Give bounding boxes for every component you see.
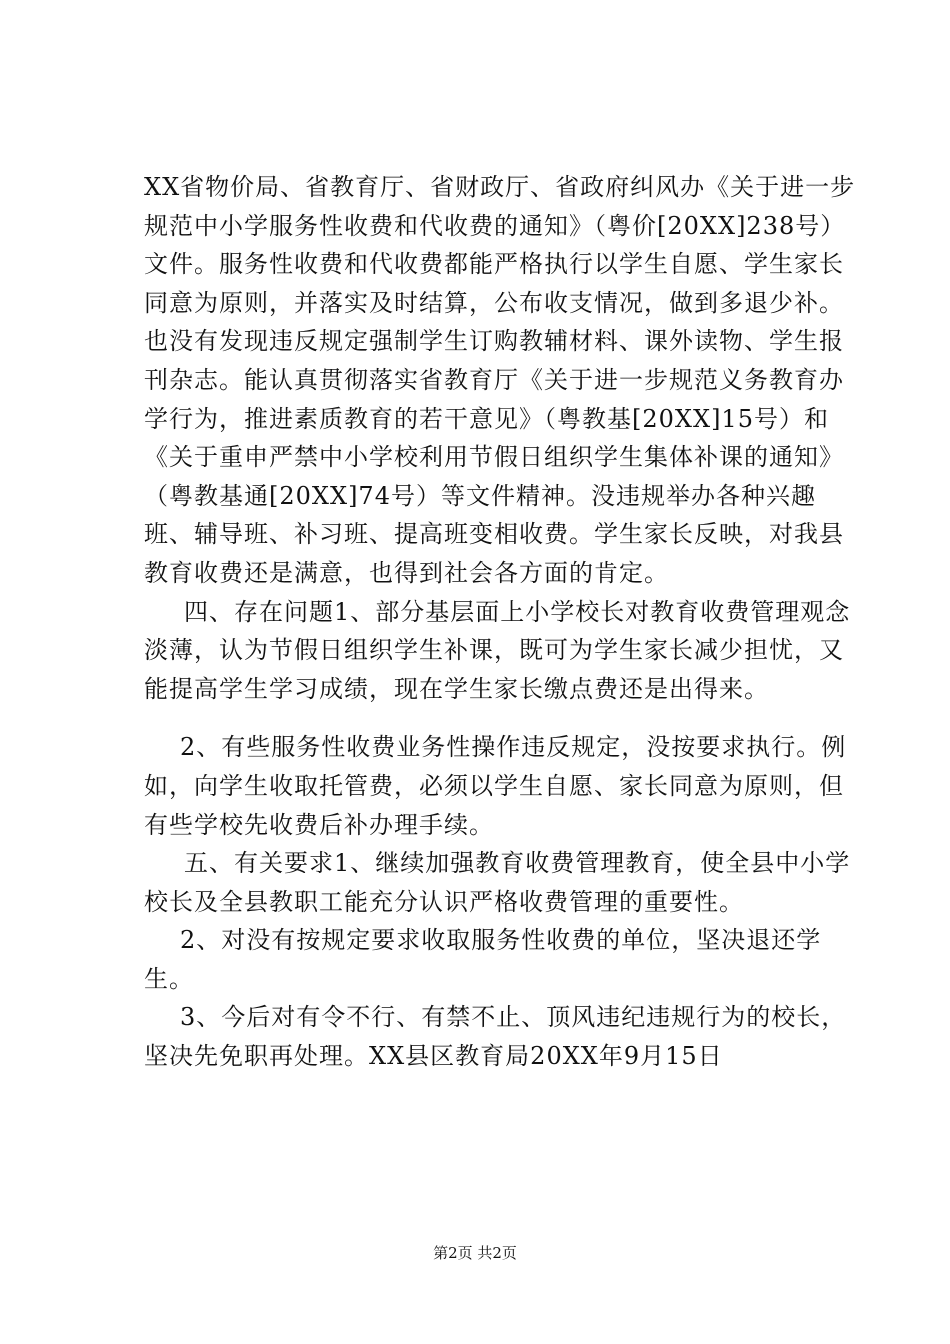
paragraph-fee-compliance: XX省物价局、省教育厅、省财政厅、省政府纠风办《关于进一步规范中小学服务性收费和代收费的通知》（粤价[20XX]238号）文件。服务性收费和代收费都能严格执行以学生自愿、学生家长同意为原则，并落实及时结算，公布收支情况，做到多退少补。也没有发现违反规定强制学生订购教辅材料、课外读物、学生报刊杂志。能认真贯彻落实省教育厅《关于进一步规范义务教育办学行为，推进素质教育的若干意见》（粤教基[20XX]15号）和《关于重申严禁中小学校利用节假日组织学生集体补课的通知》（粤教基通[20XX]74号）等文件精神。没违规举办各种兴趣班、辅导班、补习班、提高班变相收费。学生家长反映，对我县教育收费还是满意，也得到社会各方面的肯定。	[144, 173, 856, 587]
paragraph-requirement-3: 3、今后对有令不行、有禁不止、顶风违纪违规行为的校长，坚决先免职再处理。XX县区教育局20XX年9月15日	[144, 1003, 847, 1071]
paragraph-problem-2: 2、有些服务性收费业务性操作违反规定，没按要求执行。例如，向学生收取托管费，必须以学生自愿、家长同意为原则，但有些学校先收费后补办理手续。	[144, 733, 847, 839]
paragraph-existing-problems: 四、存在问题1、部分基层面上小学校长对教育收费管理观念淡薄，认为节假日组织学生补课，既可为学生家长减少担忧，又能提高学生学习成绩，现在学生家长缴点费还是出得来。	[144, 597, 851, 703]
paragraph-spacer	[144, 708, 856, 728]
paragraph-requirements: 五、有关要求1、继续加强教育收费管理教育，使全县中小学校长及全县教职工能充分认识严格收费管理的重要性。	[144, 849, 851, 916]
paragraph-requirement-2: 2、对没有按规定要求收取服务性收费的单位，坚决退还学生。	[144, 926, 822, 993]
page-number-footer: 第2页 共2页	[433, 1244, 517, 1262]
document-body	[144, 168, 856, 1076]
